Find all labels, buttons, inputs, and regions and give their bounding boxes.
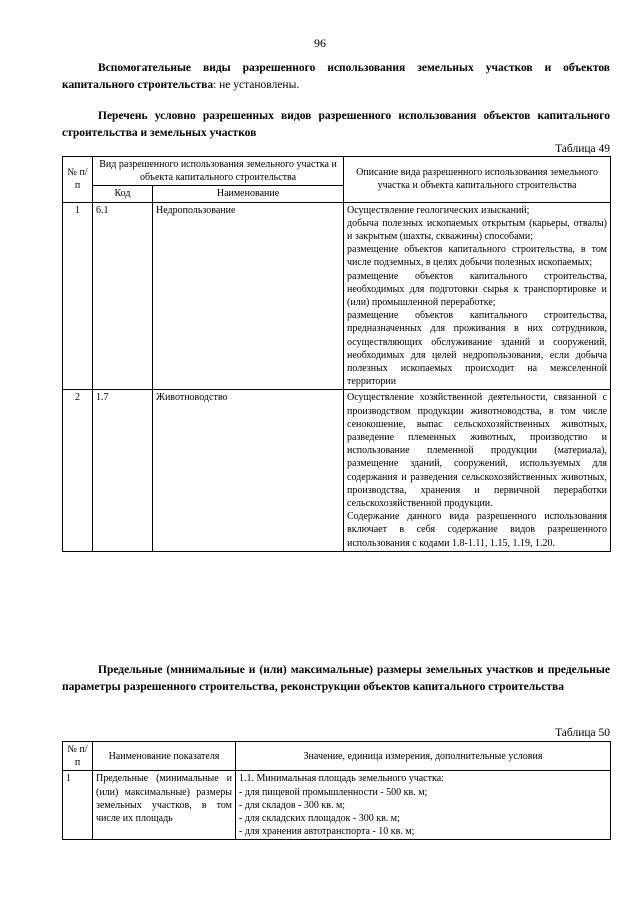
table-row — [63, 390, 611, 551]
table50-header-name: Наименование показателя — [93, 742, 236, 771]
table-row — [63, 202, 611, 390]
description-line: размещение объектов капитального строительства, необходимых для подготовки сырья к транспортировке и (или) промышленной переработке; — [347, 270, 608, 309]
table50-caption: Таблица 50 — [555, 727, 610, 739]
table49-header-desc: Описание вида разрешенного использования земельного участка и объекта капитального строительства — [344, 157, 611, 203]
table50-header-num: № п/п — [63, 742, 93, 771]
table49 — [62, 156, 611, 552]
table49-header-num: № п/п — [63, 157, 93, 203]
row-num: 1 — [63, 202, 93, 390]
description-line: размещение объектов капитального строительства, предназначенных для проживания в них сотрудников, осуществляющих обслуживание зданий и сооружений, необходимых для целей недропользования, если добыча полезных ископаемых происходит на межселенной территории — [347, 310, 608, 388]
row-code: 1.7 — [93, 390, 153, 551]
row-values — [236, 771, 611, 840]
description-line: Содержание данного вида разрешенного использования включает в себя содержание видов разрешенного использования с кодами 1.8-1.11, 1.15, 1.19, 1.20. — [347, 511, 608, 549]
row-description — [344, 202, 611, 390]
row-name: Недропользование — [153, 202, 344, 390]
row-name: Предельные (минимальные и (или) максимальные) размеры земельных участков, в том числе их площадь — [93, 771, 236, 840]
value-line: 1.1. Минимальная площадь земельного участка: — [239, 773, 444, 785]
row-code: 6.1 — [93, 202, 153, 390]
page-number: 96 — [314, 36, 326, 50]
table49-header-vid: Вид разрешенного использования земельного участка и объекта капитального строительства — [93, 157, 344, 186]
row-description — [344, 390, 611, 551]
description-line: размещение объектов капитального строительства, в том числе подземных, в целях добычи полезных ископаемых; — [347, 244, 608, 269]
aux-uses-heading: Вспомогательные виды разрешенного использования земельных участков и объектов капитального строительства — [62, 62, 610, 91]
aux-uses-paragraph — [62, 60, 610, 94]
limits-heading: Предельные (минимальные и (или) максимальные) размеры земельных участков и предельные параметры разрешенного строительства, реконструкции объектов капитального строительства — [62, 664, 610, 693]
row-num: 2 — [63, 390, 93, 551]
description-line: добыча полезных ископаемых открытым (карьеры, отвалы) и закрытым (шахты, скважины) способами; — [347, 217, 608, 243]
aux-uses-text: : не установлены. — [213, 79, 300, 91]
table50 — [62, 741, 611, 840]
table49-caption: Таблица 49 — [555, 143, 610, 155]
table50-header-value: Значение, единица измерения, дополнительные условия — [236, 742, 611, 771]
description-line: Осуществление геологических изысканий; — [347, 204, 530, 216]
table-row — [63, 771, 611, 840]
description-line: Осуществление хозяйственной деятельности, связанной с производством продукции животноводства, в том числе сенокошение, выпас сельскохозяйственных животных, разведение племенных животных, производство и использование племенной продукции (материала), размещение зданий, сооружений, используемых для содержания и разведения сельскохозяйственных животных, производства, хранения и первичной переработки сельскохозяйственной продукции. — [347, 392, 608, 510]
conditional-uses-heading: Перечень условно разрешенных видов разрешенного использования объектов капитального строительства и земельных участков — [62, 110, 610, 139]
table49-header-code: Код — [93, 186, 153, 202]
table49-header-row — [63, 157, 611, 186]
table49-header-name: Наименование — [153, 186, 344, 202]
value-line: - для хранения автотранспорта - 10 кв. м; — [239, 826, 415, 838]
table50-header-row — [63, 742, 611, 771]
value-line: - для складских площадок - 300 кв. м; — [239, 813, 400, 825]
row-name: Животноводство — [153, 390, 344, 551]
value-line: - для пищевой промышленности - 500 кв. м; — [239, 786, 428, 798]
value-line: - для складов - 300 кв. м; — [239, 799, 346, 811]
row-num: 1 — [63, 771, 93, 840]
